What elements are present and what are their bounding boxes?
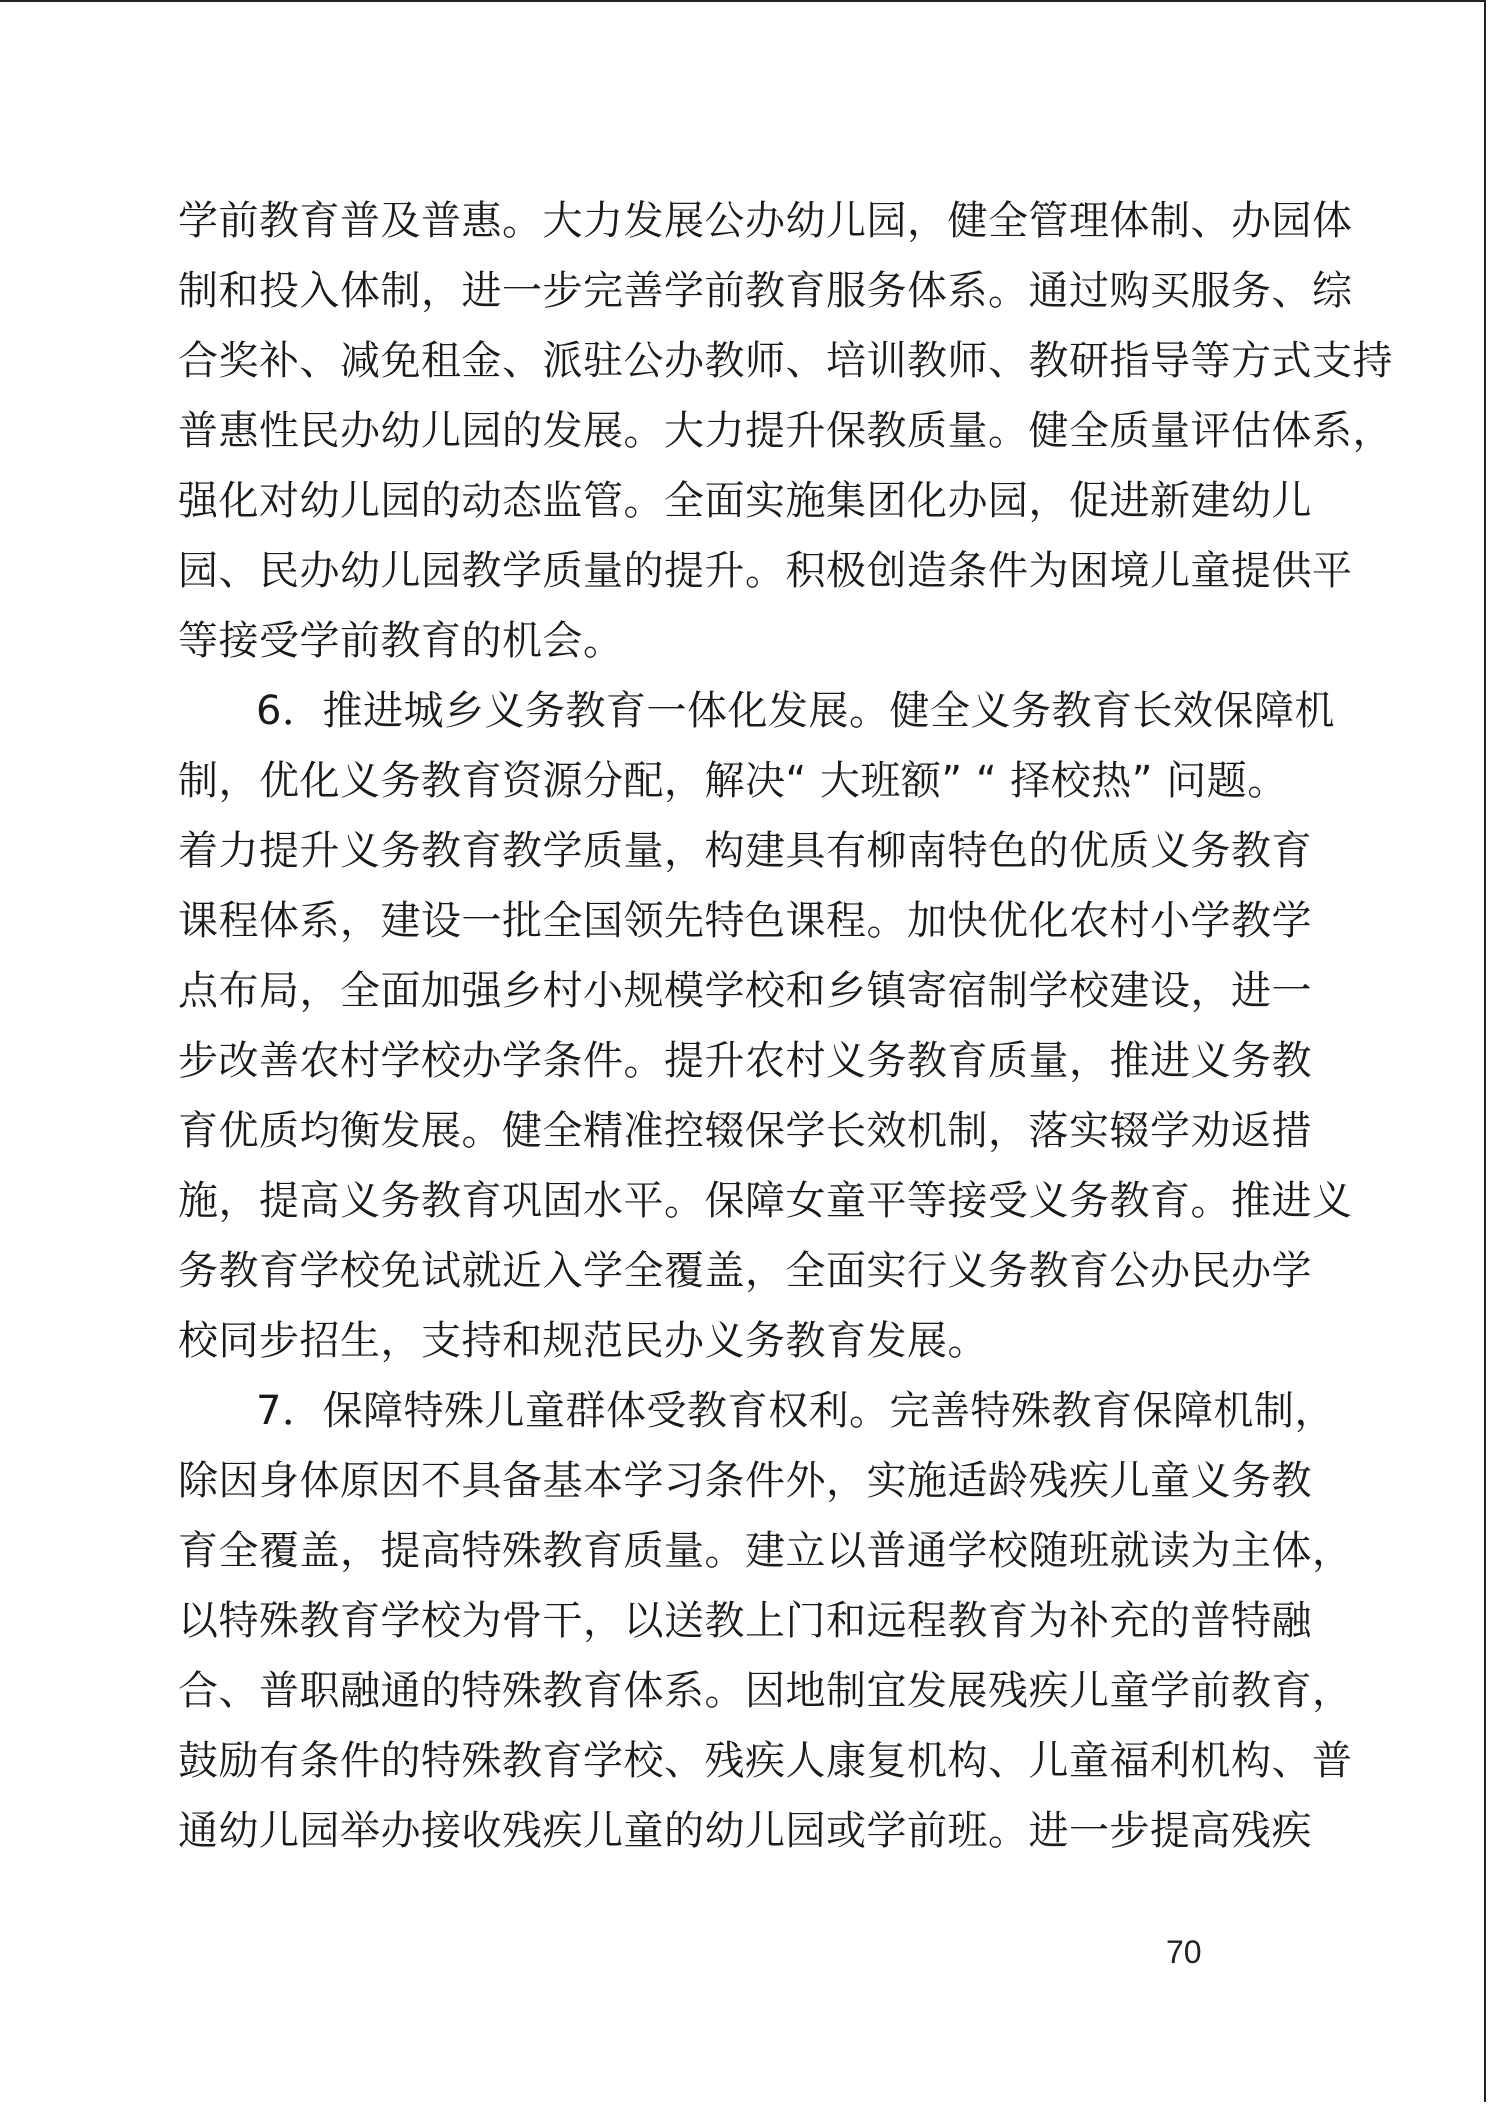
text-line: 除因身体原因不具备基本学习条件外，实施适龄残疾儿童义务教: [178, 1458, 1312, 1504]
text-line: 学前教育普及普惠。大力发展公办幼儿园，健全管理体制、办园体: [178, 198, 1353, 244]
text-line: 普惠性民办幼儿园的发展。大力提升保教质量。健全质量评估体系，: [178, 408, 1393, 454]
page-number: 70: [1166, 1934, 1202, 1970]
text-line: 育优质均衡发展。健全精准控辍保学长效机制，落实辍学劝返措: [178, 1108, 1312, 1154]
text-line: 等接受学前教育的机会。: [178, 618, 624, 664]
text-line: 园、民办幼儿园教学质量的提升。积极创造条件为困境儿童提供平: [178, 548, 1353, 594]
text-line: 制和投入体制，进一步完善学前教育服务体系。通过购买服务、综: [178, 268, 1353, 314]
text-line: 强化对幼儿园的动态监管。全面实施集团化办园，促进新建幼儿: [178, 478, 1312, 524]
text-line: 施，提高义务教育巩固水平。保障女童平等接受义务教育。推进义: [178, 1178, 1353, 1224]
text-line: 课程体系，建设一批全国领先特色课程。加快优化农村小学教学: [178, 898, 1312, 944]
text-line: 育全覆盖，提高特殊教育质量。建立以普通学校随班就读为主体，: [178, 1528, 1353, 1574]
text-line: 务教育学校免试就近入学全覆盖，全面实行义务教育公办民办学: [178, 1248, 1312, 1294]
text-line: 鼓励有条件的特殊教育学校、残疾人康复机构、儿童福利机构、普: [178, 1738, 1353, 1784]
paragraph-6-heading-line: 6．推进城乡义务教育一体化发展。健全义务教育长效保障机: [256, 688, 1335, 734]
text-line: 制，优化义务教育资源分配，解决“ 大班额” “ 择校热” 问题。: [178, 758, 1288, 804]
text-line: 步改善农村学校办学条件。提升农村义务教育质量，推进义务教: [178, 1038, 1312, 1084]
text-line: 通幼儿园举办接收残疾儿童的幼儿园或学前班。进一步提高残疾: [178, 1808, 1312, 1854]
text-line: 以特殊教育学校为骨干，以送教上门和远程教育为补充的普特融: [178, 1598, 1312, 1644]
paragraph-7-heading-line: 7．保障特殊儿童群体受教育权利。完善特殊教育保障机制，: [256, 1388, 1335, 1434]
text-line: 合、普职融通的特殊教育体系。因地制宜发展残疾儿童学前教育，: [178, 1668, 1353, 1714]
text-line: 合奖补、减免租金、派驻公办教师、培训教师、教研指导等方式支持: [178, 338, 1393, 384]
text-line: 点布局，全面加强乡村小规模学校和乡镇寄宿制学校建设，进一: [178, 968, 1312, 1014]
body-text: [178, 186, 1393, 1866]
text-line: 校同步招生，支持和规范民办义务教育发展。: [178, 1318, 988, 1364]
text-line: 着力提升义务教育教学质量，构建具有柳南特色的优质义务教育: [178, 828, 1312, 874]
